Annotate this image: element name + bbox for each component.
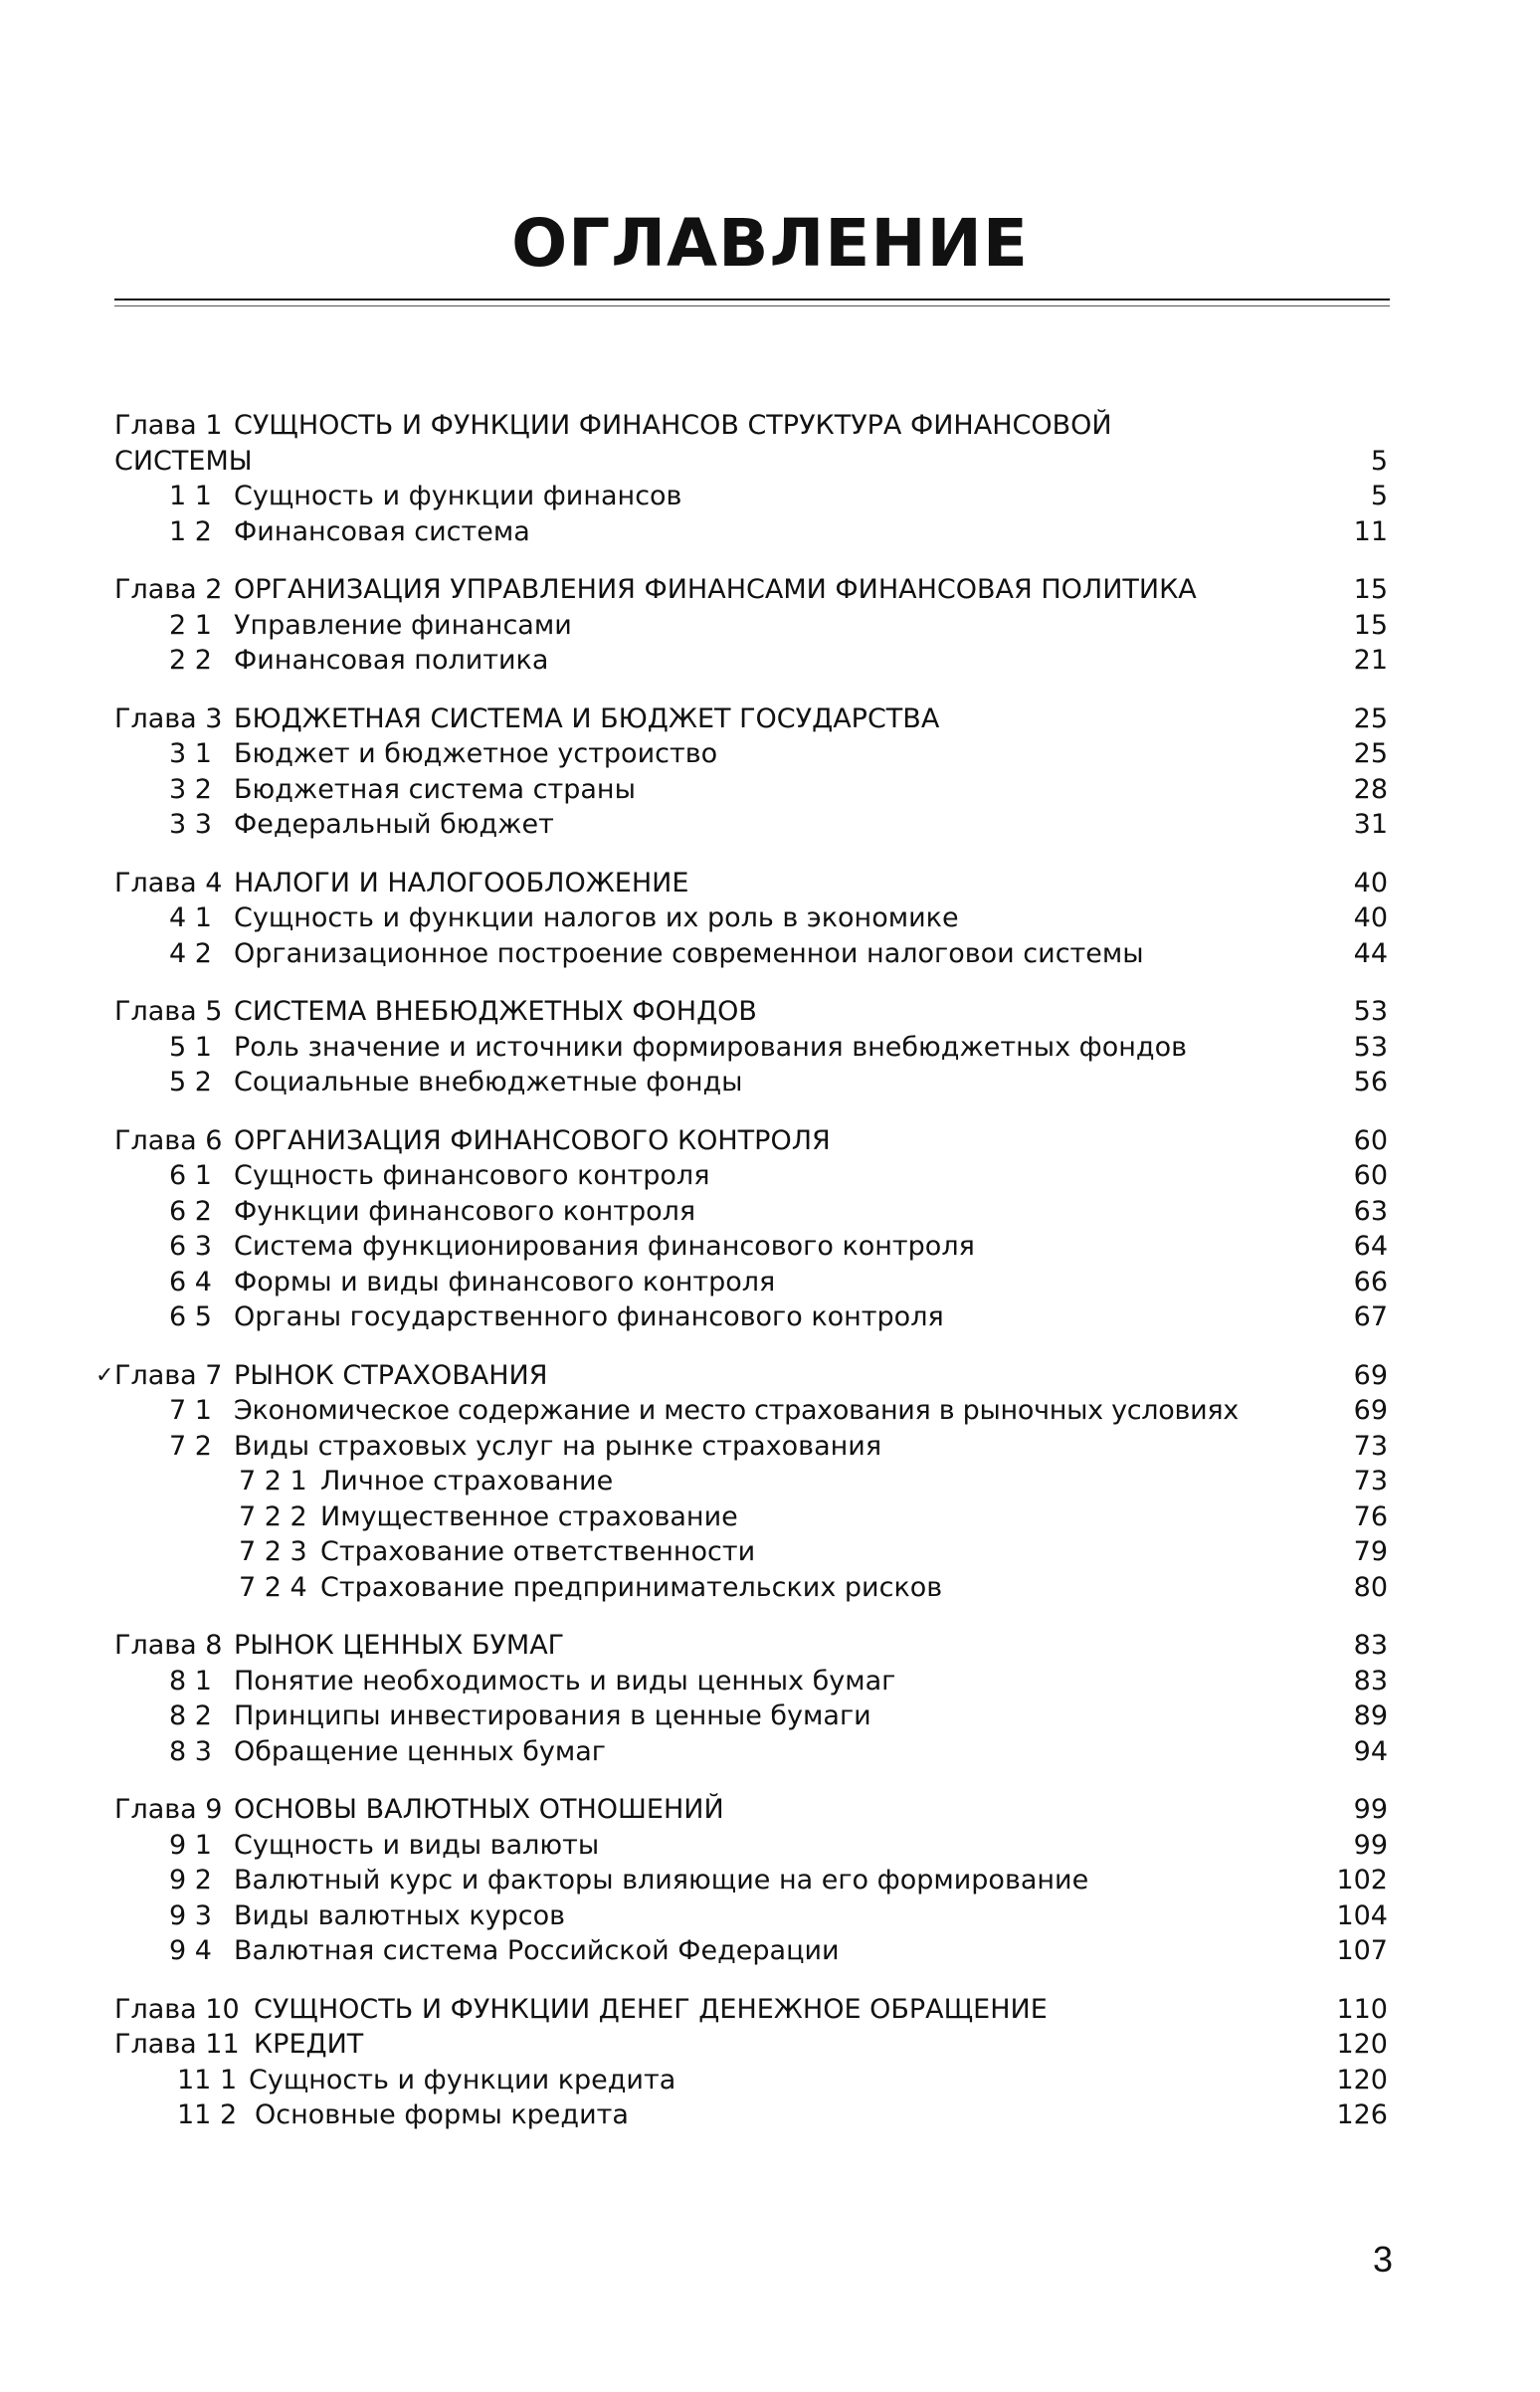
section-entry — [0, 1933, 1540, 1969]
chapter-entry — [0, 1123, 1540, 1159]
section-number: 6 3 — [169, 1231, 212, 1262]
page-ref: 60 — [1353, 1160, 1388, 1191]
page-ref: 107 — [1336, 1935, 1388, 1966]
section-number: 9 3 — [169, 1899, 212, 1931]
section-entry — [0, 900, 1540, 936]
section-entry — [0, 1229, 1540, 1265]
section-number: 11 2 — [177, 2099, 238, 2130]
section-entry — [0, 1194, 1540, 1230]
section-number: 5 2 — [169, 1067, 212, 1097]
page-ref: 21 — [1353, 645, 1388, 676]
page-ref: 67 — [1353, 1301, 1388, 1332]
chapter-label: Глава 10 — [114, 1993, 240, 2025]
section-entry — [0, 807, 1540, 843]
section-number: 8 2 — [169, 1700, 212, 1731]
page-ref: 89 — [1353, 1700, 1388, 1731]
page-ref: 64 — [1353, 1231, 1388, 1262]
section-entry — [0, 1065, 1540, 1100]
page-ref: 53 — [1353, 996, 1388, 1027]
section-number: 8 1 — [169, 1665, 212, 1696]
chapter-label: Глава 4 — [114, 867, 223, 898]
section-entry — [0, 2063, 1540, 2098]
section-entry — [0, 1299, 1540, 1335]
section-title: Бюджет и бюджетное устроиство — [234, 738, 718, 769]
section-title: Сущность и функции кредита — [249, 2064, 676, 2095]
chapter-label: Глава 1 — [114, 410, 223, 441]
page-ref: 40 — [1353, 902, 1388, 933]
page-ref: 28 — [1353, 773, 1388, 805]
section-number: 4 1 — [169, 902, 212, 933]
page-ref: 120 — [1336, 2029, 1388, 2060]
section-title: Виды валютных курсов — [234, 1899, 566, 1931]
section-title: Бюджетная система страны — [234, 773, 636, 805]
chapter-entry — [0, 1628, 1540, 1664]
pencil-mark: ✓ — [96, 1362, 114, 1388]
subsection-entry — [0, 1534, 1540, 1570]
subsection-number: 7 2 3 — [239, 1536, 307, 1567]
chapter-label: Глава 6 — [114, 1124, 223, 1156]
page-ref: 25 — [1353, 702, 1388, 734]
section-number: 6 4 — [169, 1266, 212, 1297]
subsection-number: 7 2 1 — [239, 1466, 307, 1496]
page-ref: 79 — [1353, 1536, 1388, 1567]
section-number: 8 3 — [169, 1735, 212, 1767]
chapter-entry — [0, 408, 1540, 444]
page-ref: 5 — [1370, 445, 1388, 477]
section-entry — [0, 1734, 1540, 1770]
section-title: Финансовая политика — [234, 645, 549, 676]
chapter-entry — [0, 1358, 1540, 1394]
section-title: Сущность финансового контроля — [234, 1160, 710, 1191]
section-number: 11 1 — [177, 2064, 238, 2095]
chapter-title: НАЛОГИ И НАЛОГООБЛОЖЕНИЕ — [234, 867, 689, 898]
chapter-label: Глава 2 — [114, 574, 223, 605]
section-title: Принципы инвестирования в ценные бумаги — [234, 1700, 871, 1731]
section-number: 3 2 — [169, 773, 212, 805]
page-ref: 5 — [1370, 481, 1388, 511]
section-entry — [0, 736, 1540, 772]
page-ref: 99 — [1353, 1794, 1388, 1825]
title-underline-thin — [114, 305, 1390, 306]
page-ref: 76 — [1353, 1500, 1388, 1532]
section-title: Экономическое содержание и место страхования в рыночных условиях — [234, 1395, 1239, 1426]
page-ref: 120 — [1336, 2064, 1388, 2095]
page-ref: 66 — [1353, 1266, 1388, 1297]
section-entry — [0, 772, 1540, 808]
page-ref: 99 — [1353, 1829, 1388, 1861]
section-title: Роль значение и источники формирования внебюджетных фондов — [234, 1031, 1187, 1063]
section-title: Функции финансового контроля — [234, 1195, 696, 1227]
section-entry — [0, 1898, 1540, 1934]
subsection-number: 7 2 2 — [239, 1500, 307, 1532]
subsection-title: Личное страхование — [320, 1466, 614, 1496]
page-ref: 44 — [1353, 937, 1388, 969]
section-entry — [0, 514, 1540, 550]
page-ref: 102 — [1336, 1865, 1388, 1895]
section-title: Финансовая система — [234, 515, 530, 547]
subsection-entry — [0, 1570, 1540, 1606]
chapter-title: СУЩНОСТЬ И ФУНКЦИИ ФИНАНСОВ СТРУКТУРА ФИНАНСОВОЙ — [234, 410, 1112, 441]
section-title: Система функционирования финансового контроля — [234, 1231, 975, 1262]
chapter-title: СИСТЕМА ВНЕБЮДЖЕТНЫХ ФОНДОВ — [234, 996, 757, 1027]
page-ref: 83 — [1353, 1630, 1388, 1661]
section-entry — [0, 1429, 1540, 1465]
section-title: Понятие необходимость и виды ценных бумаг — [234, 1665, 896, 1696]
section-entry — [0, 1393, 1540, 1429]
section-number: 9 4 — [169, 1935, 212, 1966]
subsection-number: 7 2 4 — [239, 1571, 307, 1603]
section-number: 6 5 — [169, 1301, 212, 1332]
section-entry — [0, 1265, 1540, 1300]
section-title: Федеральный бюджет — [234, 809, 554, 840]
section-number: 4 2 — [169, 937, 212, 969]
section-number: 3 3 — [169, 809, 212, 840]
chapter-label: Глава 9 — [114, 1794, 223, 1825]
page-ref: 69 — [1353, 1359, 1388, 1391]
chapter-title: ОРГАНИЗАЦИЯ УПРАВЛЕНИЯ ФИНАНСАМИ ФИНАНСОВАЯ ПОЛИТИКА — [234, 574, 1197, 605]
chapter-entry — [0, 701, 1540, 737]
section-title: Виды страховых услуг на рынке страхования — [234, 1430, 882, 1462]
section-title: Сущность и виды валюты — [234, 1829, 600, 1861]
chapter-entry — [0, 1992, 1540, 2028]
page-ref: 80 — [1353, 1571, 1388, 1603]
page-ref: 31 — [1353, 809, 1388, 840]
chapter-title-continued: СИСТЕМЫ — [114, 445, 253, 477]
section-number: 2 2 — [169, 645, 212, 676]
page-title: ОГЛАВЛЕНИЕ — [511, 205, 1029, 282]
page-ref: 126 — [1336, 2099, 1388, 2130]
page-ref: 94 — [1353, 1735, 1388, 1767]
section-number: 6 2 — [169, 1195, 212, 1227]
section-entry — [0, 936, 1540, 972]
section-entry — [0, 1863, 1540, 1898]
section-title: Обращение ценных бумаг — [234, 1735, 606, 1767]
chapter-entry — [0, 994, 1540, 1030]
chapter-title: РЫНОК СТРАХОВАНИЯ — [234, 1359, 548, 1391]
page-ref: 104 — [1336, 1899, 1388, 1931]
section-entry — [0, 1030, 1540, 1066]
chapter-entry — [0, 2027, 1540, 2063]
subsection-title: Имущественное страхование — [320, 1500, 738, 1532]
section-number: 9 2 — [169, 1865, 212, 1895]
page-ref: 63 — [1353, 1195, 1388, 1227]
section-number: 9 1 — [169, 1829, 212, 1861]
chapter-label: Глава 5 — [114, 996, 223, 1027]
page-ref: 15 — [1353, 609, 1388, 641]
page-ref: 11 — [1353, 515, 1388, 547]
section-entry — [0, 1158, 1540, 1194]
section-number: 2 1 — [169, 609, 212, 641]
section-number: 3 1 — [169, 738, 212, 769]
subsection-title: Страхование предпринимательских рисков — [320, 1571, 943, 1603]
page-ref: 73 — [1353, 1466, 1388, 1496]
section-number: 1 2 — [169, 515, 212, 547]
page-ref: 15 — [1353, 574, 1388, 605]
section-entry — [0, 1698, 1540, 1734]
section-number: 7 2 — [169, 1430, 212, 1462]
chapter-title: СУЩНОСТЬ И ФУНКЦИИ ДЕНЕГ ДЕНЕЖНОЕ ОБРАЩЕНИЕ — [254, 1993, 1048, 2025]
section-title: Валютная система Российской Федерации — [234, 1935, 840, 1966]
title-underline — [114, 299, 1390, 300]
section-number: 7 1 — [169, 1395, 212, 1426]
section-title: Формы и виды финансового контроля — [234, 1266, 776, 1297]
section-title: Сущность и функции финансов — [234, 481, 682, 511]
chapter-title: РЫНОК ЦЕННЫХ БУМАГ — [234, 1630, 565, 1661]
page-ref: 110 — [1336, 1993, 1388, 2025]
section-entry — [0, 1828, 1540, 1864]
section-title: Валютный курс и факторы влияющие на его формирование — [234, 1865, 1089, 1895]
section-title: Организационное построение современнои налоговои системы — [234, 937, 1144, 969]
chapter-entry-continued — [0, 444, 1540, 480]
page-ref: 53 — [1353, 1031, 1388, 1063]
section-entry — [0, 608, 1540, 644]
page-ref: 60 — [1353, 1124, 1388, 1156]
chapter-title: ОРГАНИЗАЦИЯ ФИНАНСОВОГО КОНТРОЛЯ — [234, 1124, 831, 1156]
chapter-title: КРЕДИТ — [254, 2029, 364, 2060]
table-of-contents — [0, 408, 1540, 2133]
section-title: Основные формы кредита — [255, 2099, 629, 2130]
section-title: Сущность и функции налогов их роль в экономике — [234, 902, 959, 933]
chapter-title: БЮДЖЕТНАЯ СИСТЕМА И БЮДЖЕТ ГОСУДАРСТВА — [234, 702, 940, 734]
chapter-label: Глава 7 — [114, 1359, 223, 1391]
page-ref: 56 — [1353, 1067, 1388, 1097]
chapter-title: ОСНОВЫ ВАЛЮТНЫХ ОТНОШЕНИЙ — [234, 1794, 724, 1825]
page-number: 3 — [1372, 2239, 1393, 2280]
section-number: 1 1 — [169, 481, 212, 511]
section-number: 6 1 — [169, 1160, 212, 1191]
chapter-label: Глава 8 — [114, 1630, 223, 1661]
chapter-entry — [0, 572, 1540, 608]
section-entry — [0, 479, 1540, 514]
page-ref: 40 — [1353, 867, 1388, 898]
page-ref: 25 — [1353, 738, 1388, 769]
page-ref: 73 — [1353, 1430, 1388, 1462]
section-entry — [0, 2097, 1540, 2133]
section-entry — [0, 643, 1540, 679]
subsection-title: Страхование ответственности — [320, 1536, 756, 1567]
chapter-label: Глава 11 — [114, 2029, 240, 2060]
page-ref: 83 — [1353, 1665, 1388, 1696]
page-ref: 69 — [1353, 1395, 1388, 1426]
subsection-entry — [0, 1464, 1540, 1499]
chapter-label: Глава 3 — [114, 702, 223, 734]
section-number: 5 1 — [169, 1031, 212, 1063]
section-entry — [0, 1664, 1540, 1699]
chapter-entry — [0, 1792, 1540, 1828]
section-title: Управление финансами — [234, 609, 572, 641]
chapter-entry — [0, 866, 1540, 901]
subsection-entry — [0, 1499, 1540, 1535]
section-title: Социальные внебюджетные фонды — [234, 1067, 743, 1097]
section-title: Органы государственного финансового контроля — [234, 1301, 944, 1332]
